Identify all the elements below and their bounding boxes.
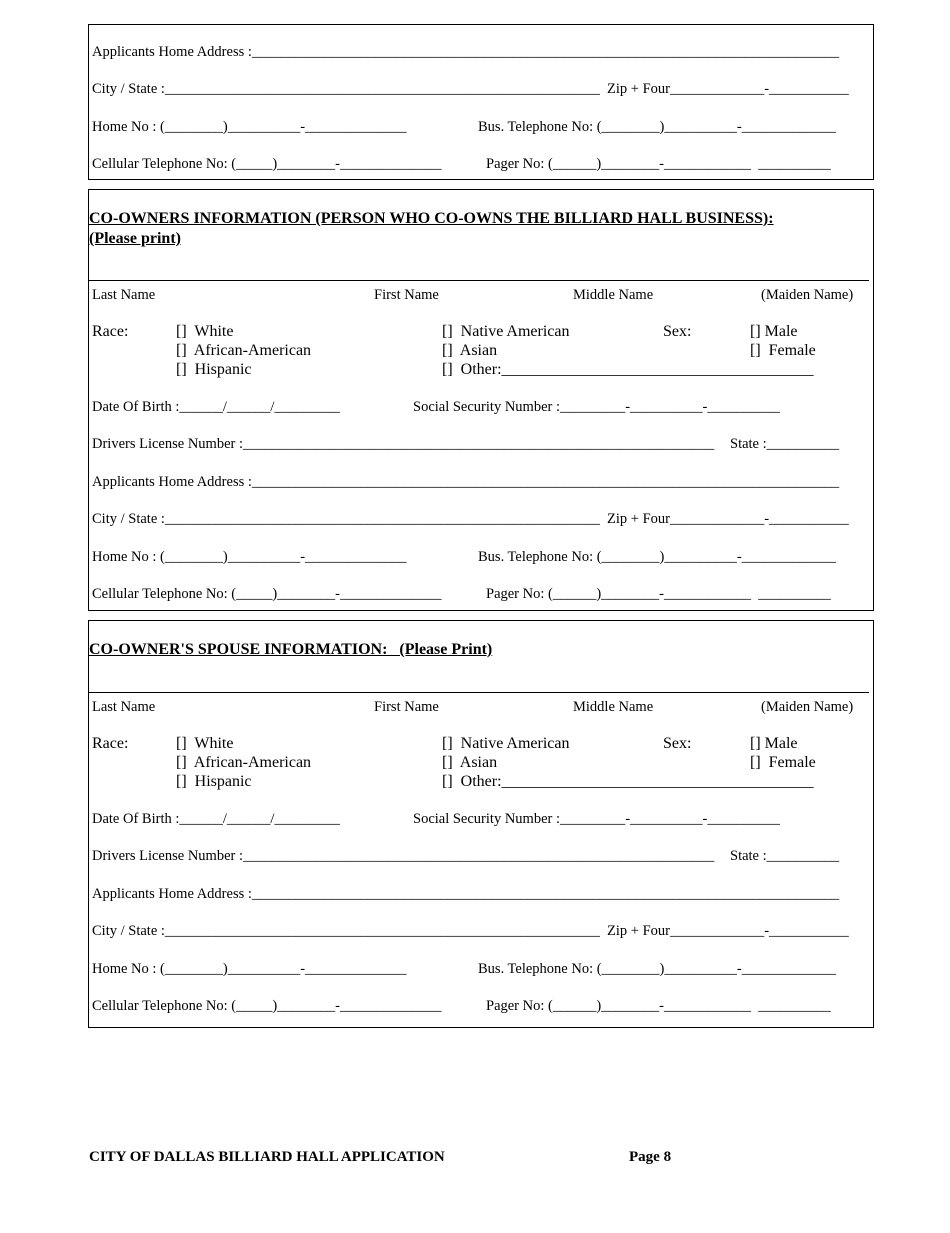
- cellular-phone-field[interactable]: Cellular Telephone No: (_____)________-______________: [92, 156, 442, 172]
- home-address-field[interactable]: Applicants Home Address :_________________________________________________________________________________: [92, 886, 840, 902]
- maiden-name-label: (Maiden Name): [761, 699, 854, 715]
- cellular-phone-field[interactable]: Cellular Telephone No: (_____)________-______________: [92, 998, 442, 1014]
- spouse-section: [88, 620, 874, 1028]
- zip-four-field[interactable]: Zip + Four_____________-___________: [607, 923, 849, 939]
- race-native-american-checkbox[interactable]: [] Native American: [442, 735, 570, 752]
- drivers-license-state-field[interactable]: State :__________: [730, 436, 840, 452]
- race-label: Race:: [92, 735, 129, 752]
- last-name-label: Last Name: [92, 287, 156, 303]
- coowner-heading: CO-OWNERS INFORMATION (PERSON WHO CO-OWNS THE BILLIARD HALL BUSINESS):: [89, 210, 774, 227]
- race-hispanic-checkbox[interactable]: [] Hispanic: [176, 361, 252, 378]
- home-address-field[interactable]: Applicants Home Address :_________________________________________________________________________________: [92, 44, 840, 60]
- race-native-american-checkbox[interactable]: [] Native American: [442, 323, 570, 340]
- race-other-field[interactable]: [] Other:_______________________________________: [442, 361, 814, 378]
- ssn-field[interactable]: Social Security Number :_________-__________-__________: [413, 399, 780, 415]
- last-name-label: Last Name: [92, 699, 156, 715]
- first-name-label: First Name: [374, 287, 439, 303]
- coowner-heading-print: (Please print): [89, 230, 181, 247]
- coowner-section: [88, 189, 874, 611]
- sex-male-checkbox[interactable]: [] Male: [750, 323, 798, 340]
- drivers-license-field[interactable]: Drivers License Number :_________________________________________________________________: [92, 848, 715, 864]
- home-phone-field[interactable]: Home No : (________)__________-______________: [92, 961, 407, 977]
- pager-field[interactable]: Pager No: (______)________-____________ __________: [486, 156, 831, 172]
- middle-name-label: Middle Name: [573, 287, 654, 303]
- date-of-birth-field[interactable]: Date Of Birth :______/______/_________: [92, 399, 340, 415]
- pager-field[interactable]: Pager No: (______)________-____________ __________: [486, 998, 831, 1014]
- city-state-field[interactable]: City / State :____________________________________________________________: [92, 511, 600, 527]
- footer-title: CITY OF DALLAS BILLIARD HALL APPLICATION: [89, 1149, 445, 1165]
- home-address-field[interactable]: Applicants Home Address :_________________________________________________________________________________: [92, 474, 840, 490]
- drivers-license-state-field[interactable]: State :__________: [730, 848, 840, 864]
- race-white-checkbox[interactable]: [] White: [176, 323, 234, 340]
- race-african-american-checkbox[interactable]: [] African-American: [176, 342, 312, 359]
- sex-label: Sex:: [663, 735, 692, 752]
- race-other-field[interactable]: [] Other:_______________________________________: [442, 773, 814, 790]
- maiden-name-label: (Maiden Name): [761, 287, 854, 303]
- applicant-contact-section: [88, 24, 874, 180]
- cellular-phone-field[interactable]: Cellular Telephone No: (_____)________-______________: [92, 586, 442, 602]
- sex-female-checkbox[interactable]: [] Female: [750, 342, 816, 359]
- race-label: Race:: [92, 323, 129, 340]
- spouse-heading: CO-OWNER'S SPOUSE INFORMATION: (Please Print): [89, 641, 493, 658]
- ssn-field[interactable]: Social Security Number :_________-__________-__________: [413, 811, 780, 827]
- page-number: Page 8: [629, 1149, 672, 1165]
- city-state-field[interactable]: City / State :____________________________________________________________: [92, 81, 600, 97]
- name-line[interactable]: [89, 280, 869, 281]
- city-state-field[interactable]: City / State :____________________________________________________________: [92, 923, 600, 939]
- middle-name-label: Middle Name: [573, 699, 654, 715]
- home-phone-field[interactable]: Home No : (________)__________-______________: [92, 549, 407, 565]
- race-hispanic-checkbox[interactable]: [] Hispanic: [176, 773, 252, 790]
- first-name-label: First Name: [374, 699, 439, 715]
- race-african-american-checkbox[interactable]: [] African-American: [176, 754, 312, 771]
- zip-four-field[interactable]: Zip + Four_____________-___________: [607, 511, 849, 527]
- home-phone-field[interactable]: Home No : (________)__________-______________: [92, 119, 407, 135]
- sex-label: Sex:: [663, 323, 692, 340]
- drivers-license-field[interactable]: Drivers License Number :_________________________________________________________________: [92, 436, 715, 452]
- race-white-checkbox[interactable]: [] White: [176, 735, 234, 752]
- name-line[interactable]: [89, 692, 869, 693]
- sex-male-checkbox[interactable]: [] Male: [750, 735, 798, 752]
- race-asian-checkbox[interactable]: [] Asian: [442, 754, 498, 771]
- business-phone-field[interactable]: Bus. Telephone No: (________)__________-_____________: [478, 119, 836, 135]
- business-phone-field[interactable]: Bus. Telephone No: (________)__________-_____________: [478, 961, 836, 977]
- sex-female-checkbox[interactable]: [] Female: [750, 754, 816, 771]
- date-of-birth-field[interactable]: Date Of Birth :______/______/_________: [92, 811, 340, 827]
- zip-four-field[interactable]: Zip + Four_____________-___________: [607, 81, 849, 97]
- race-asian-checkbox[interactable]: [] Asian: [442, 342, 498, 359]
- business-phone-field[interactable]: Bus. Telephone No: (________)__________-_____________: [478, 549, 836, 565]
- pager-field[interactable]: Pager No: (______)________-____________ __________: [486, 586, 831, 602]
